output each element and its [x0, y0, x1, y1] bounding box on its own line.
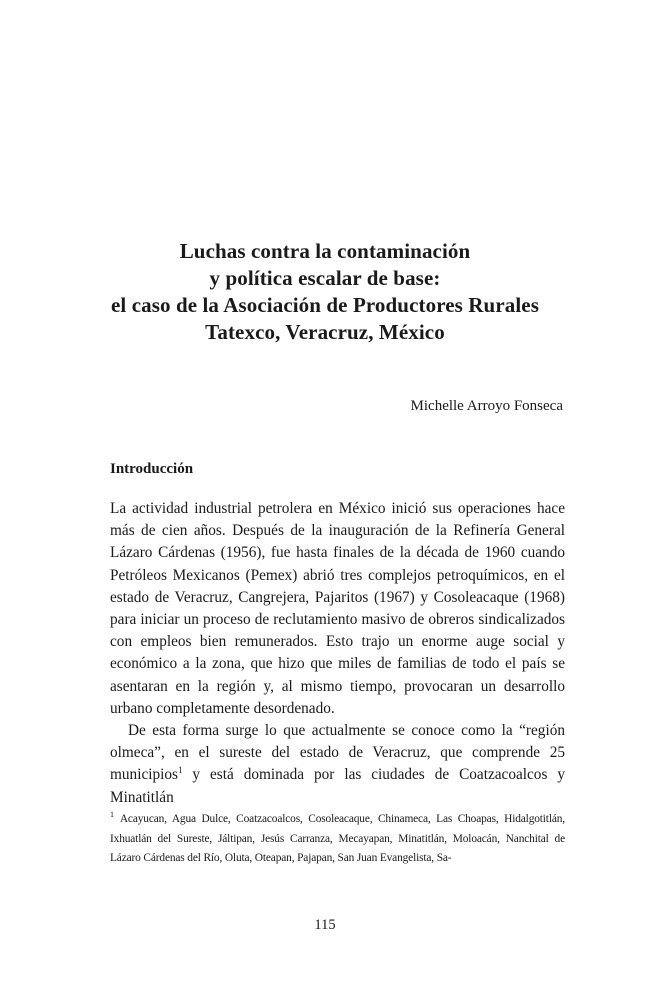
footnote	[110, 810, 565, 869]
chapter-title-line: Tatexco, Veracruz, México	[205, 320, 445, 344]
section-heading: Introducción	[110, 461, 194, 477]
page-number: 115	[314, 917, 336, 933]
body-text	[110, 498, 565, 809]
chapter-title	[0, 238, 650, 346]
paragraph-text: De esta forma surge lo que actualmente se conoce como la “región olmeca”, en el sureste del estado de Veracruz, que comprende 25 municipios	[110, 722, 565, 784]
paragraph: La actividad industrial petrolera en México inició sus operaciones hace más de cien años. Después de la inauguración de la Refinería General Lázaro Cárdenas (1956), fue hasta finales de la década de 1960 cuando Petróleos Mexicanos (Pemex) abrió tres complejos petroquímicos, en el estado de Veracruz, Cangrejera, Pajaritos (1967) y Cosoleacaque (1968) para iniciar un proceso de reclutamiento masivo de obreros sindicalizados con empleos bien remunerados. Esto trajo un enorme auge social y económico a la zona, que hizo que miles de familias de todo el país se asentaran en la región y, al mismo tiempo, provocaran un desarrollo urbano completamente desordenado.	[110, 500, 565, 717]
chapter-title-line: el caso de la Asociación de Productores Rurales	[111, 293, 539, 317]
chapter-title-line: y política escalar de base:	[209, 266, 441, 290]
footnote-reference[interactable]: 1	[178, 765, 183, 776]
paragraph	[110, 720, 565, 809]
author-name: Michelle Arroyo Fonseca	[410, 398, 563, 414]
footnote-text: Acayucan, Agua Dulce, Coatzacoalcos, Cosoleacaque, Chinameca, Las Choapas, Hidalgotitlán, Ixhuatlán del Sureste, Jáltipan, Jesús Carranza, Mecayapan, Minatitlán, Moloacán, Nanchital de Lázaro Cárdenas del Río, Oluta, Oteapan, Pajapan, San Juan Evangelista, Sa-	[110, 813, 565, 864]
chapter-title-line: Luchas contra la contaminación	[179, 239, 471, 263]
paragraph-text: y está dominada por las ciudades de Coatzacoalcos y Minatitlán	[110, 766, 565, 806]
footnote-marker: 1	[110, 810, 114, 820]
